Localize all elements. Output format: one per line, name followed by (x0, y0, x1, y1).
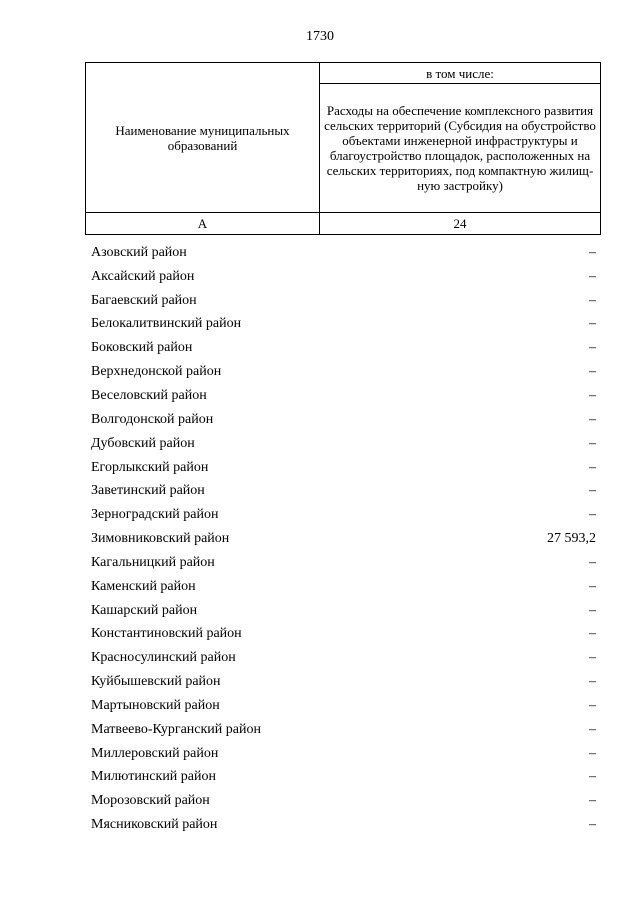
table-row (91, 599, 596, 623)
table-row (91, 718, 596, 742)
table-row (91, 623, 596, 647)
column-header-name: Наименование муниципальных образований (86, 63, 320, 213)
municipality-name: Мартыновский район (91, 697, 220, 713)
table-row (91, 432, 596, 456)
expense-value: – (589, 602, 596, 618)
table-row (91, 241, 596, 265)
expense-value: – (589, 411, 596, 427)
expense-value: – (589, 769, 596, 785)
municipality-name: Боковский район (91, 340, 193, 356)
expense-value: – (589, 817, 596, 833)
table-row (91, 384, 596, 408)
expense-value: – (589, 387, 596, 403)
municipality-name: Константиновский район (91, 626, 242, 642)
column-header-including: в том числе: (320, 63, 601, 84)
expense-value: – (589, 268, 596, 284)
municipality-name: Морозовский район (91, 793, 210, 809)
table-row (91, 336, 596, 360)
expense-value: – (589, 697, 596, 713)
municipality-name: Мясниковский район (91, 817, 218, 833)
municipality-name: Зимовниковский район (91, 531, 230, 547)
table-row (91, 503, 596, 527)
municipality-name: Заветинский район (91, 483, 205, 499)
municipality-name: Верхнедонской район (91, 364, 222, 380)
expense-value: – (589, 483, 596, 499)
municipality-name: Белокалитвинский район (91, 316, 242, 332)
column-code-expense: 24 (320, 213, 601, 235)
municipality-name: Миллеровский район (91, 745, 219, 761)
municipality-name: Егорлыкский район (91, 459, 209, 475)
expense-value: – (589, 340, 596, 356)
expense-value: – (589, 745, 596, 761)
expense-value: – (589, 793, 596, 809)
expense-value: – (589, 507, 596, 523)
table-row (91, 694, 596, 718)
table-header (85, 62, 601, 235)
table-row (91, 646, 596, 670)
municipality-name: Милютинский район (91, 769, 217, 785)
municipality-name: Куйбышевский район (91, 674, 221, 690)
expense-value: – (589, 674, 596, 690)
municipality-name: Азовский район (91, 244, 187, 260)
column-header-expense: Расходы на обеспечение комплексного развития сельских территорий (Субсидия на обустройство объектами инженерной инфраструктуры и благоустройство площадок, расположенных на сельских территориях, под компактную жилищную застройку) (320, 84, 601, 213)
municipality-name: Кашарский район (91, 602, 198, 618)
municipality-name: Веселовский район (91, 387, 207, 403)
column-code-name: А (86, 213, 320, 235)
table-row (91, 289, 596, 313)
municipality-name: Каменский район (91, 578, 196, 594)
table-row (91, 551, 596, 575)
expense-value: – (589, 244, 596, 260)
expense-value: – (589, 578, 596, 594)
municipality-name: Матвеево-Курганский район (91, 721, 261, 737)
table-row (91, 265, 596, 289)
municipality-name: Волгодонской район (91, 411, 214, 427)
table-row (91, 813, 596, 837)
table-row (91, 670, 596, 694)
page-number: 1730 (306, 29, 334, 44)
table-body (91, 241, 596, 837)
table-row (91, 456, 596, 480)
expense-value: – (589, 554, 596, 570)
municipality-name: Дубовский район (91, 435, 195, 451)
expense-value: – (589, 650, 596, 666)
table-row (91, 527, 596, 551)
municipality-name: Аксайский район (91, 268, 195, 284)
expense-value: – (589, 721, 596, 737)
expense-value: – (589, 364, 596, 380)
municipality-name: Зерноградский район (91, 507, 219, 523)
expense-value: – (589, 459, 596, 475)
table-row (91, 766, 596, 790)
table-row (91, 575, 596, 599)
table-row (91, 408, 596, 432)
expense-value: 27 593,2 (547, 531, 596, 547)
expense-value: – (589, 435, 596, 451)
expense-value: – (589, 626, 596, 642)
expense-value: – (589, 292, 596, 308)
table-row (91, 742, 596, 766)
expense-value: – (589, 316, 596, 332)
municipality-name: Красносулинский район (91, 650, 236, 666)
table-row (91, 479, 596, 503)
table-row (91, 789, 596, 813)
municipality-name: Багаевский район (91, 292, 197, 308)
table-row (91, 313, 596, 337)
municipality-name: Кагальницкий район (91, 554, 215, 570)
table-row (91, 360, 596, 384)
